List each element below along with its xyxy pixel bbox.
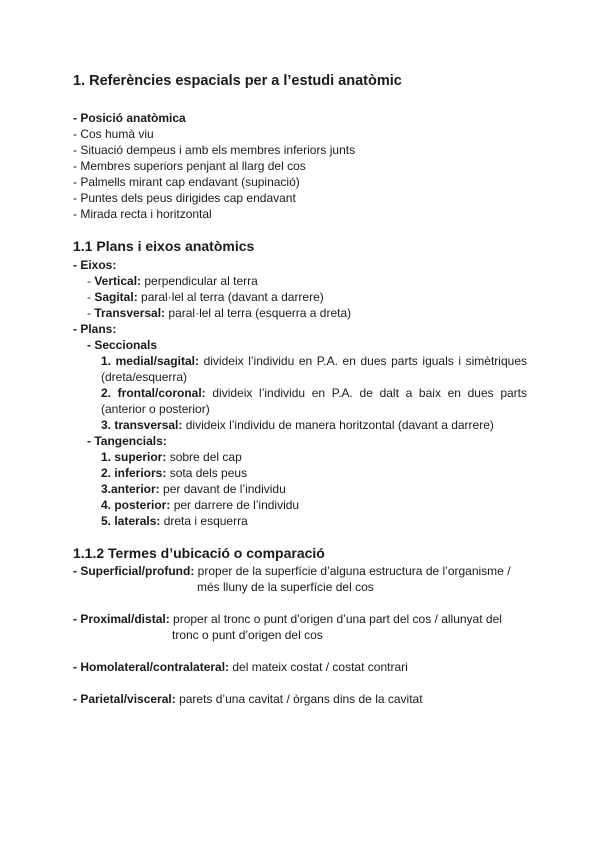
seccional-medial-cont: (dreta/esquerra): [101, 370, 188, 384]
eixos-label: - Eixos:: [73, 258, 117, 272]
eix-text: paral·lel al terra (esquerra a dreta): [165, 306, 352, 320]
term-label: - Proximal/distal:: [73, 612, 170, 626]
tangencial-item: [101, 449, 242, 465]
section-1-1-2-title: 1.1.2 Termes d’ubicació o comparació: [73, 545, 325, 561]
seccional-frontal-label: 2. frontal/coronal:: [101, 386, 206, 400]
posicio-anatomica-label: - Posició anatòmica: [73, 111, 186, 125]
tangencial-text: sota dels peus: [166, 466, 248, 480]
term-text-cont: més lluny de la superfície del cos: [197, 580, 374, 594]
seccional-transversal-text: divideix l’individu de manera horitzontal (davant a darrere): [182, 418, 494, 432]
term-label: - Homolateral/contralateral:: [73, 660, 230, 674]
list-item: - Cos humà viu: [73, 127, 154, 141]
seccional-frontal: [101, 385, 527, 401]
seccional-medial-label: 1. medial/sagital:: [101, 354, 199, 368]
term-label: - Superficial/profund:: [73, 564, 195, 578]
tangencial-label: 2. inferiors:: [101, 466, 167, 480]
seccional-frontal-cont: (anterior o posterior): [101, 402, 210, 416]
list-item: - Mirada recta i horitzontal: [73, 207, 212, 221]
tangencial-label: 1. superior:: [101, 450, 167, 464]
term-text: proper de la superfície d’alguna estructura de l’organisme /: [194, 564, 511, 578]
eix-text: paral·lel al terra (davant a darrere): [137, 290, 324, 304]
seccional-transversal-label: 3. transversal:: [101, 418, 183, 432]
tangencial-label: 4. posterior:: [101, 498, 171, 512]
term-item: [73, 611, 502, 627]
tangencial-text: per darrere de l’individu: [170, 498, 300, 512]
eix-label: Sagital:: [94, 290, 138, 304]
seccionals-label: - Seccionals: [87, 338, 158, 352]
list-item: - Palmells mirant cap endavant (supinació): [73, 175, 300, 189]
term-item: [73, 563, 511, 579]
seccional-medial: [101, 353, 527, 369]
seccional-frontal-text: divideix l’individu en P.A. de dalt a baix en dues parts: [212, 386, 527, 400]
list-item: - Membres superiors penjant al llarg del cos: [73, 159, 306, 173]
term-text: proper al tronc o punt d’origen d’una part del cos / allunyat del: [169, 612, 502, 626]
term-text: del mateix costat / costat contrari: [229, 660, 408, 674]
tangencial-label: 5. laterals:: [101, 514, 161, 528]
eix-dash: -: [87, 290, 95, 304]
eix-label: Transversal:: [94, 306, 166, 320]
list-item: - Situació dempeus i amb els membres inferiors junts: [73, 143, 356, 157]
eix-item: [87, 305, 351, 321]
list-item: - Puntes dels peus dirigides cap endavant: [73, 191, 296, 205]
eix-dash: -: [87, 306, 95, 320]
term-item: [73, 659, 408, 675]
tangencial-item: [101, 513, 248, 529]
term-text-cont: tronc o punt d’origen del cos: [172, 628, 323, 642]
eix-dash: -: [87, 274, 95, 288]
seccional-medial-text: divideix l’individu en P.A. en dues parts iguals i simètriques: [203, 354, 527, 368]
tangencial-text: sobre del cap: [166, 450, 242, 464]
tangencial-item: [101, 465, 247, 481]
section-1-1-title: 1.1 Plans i eixos anatòmics: [73, 238, 255, 254]
eix-item: [87, 289, 324, 305]
tangencial-item: [101, 481, 286, 497]
tangencial-item: [101, 497, 299, 513]
tangencials-label: - Tangencials:: [87, 434, 167, 448]
tangencial-text: dreta i esquerra: [160, 514, 248, 528]
seccional-transversal: [101, 417, 494, 433]
plans-label: - Plans:: [73, 322, 117, 336]
term-item: [73, 691, 423, 707]
section-1-title: 1. Referències espacials per a l’estudi anatòmic: [73, 73, 402, 89]
eix-text: perpendicular al terra: [141, 274, 258, 288]
term-label: - Parietal/visceral:: [73, 692, 176, 706]
tangencial-text: per davant de l’individu: [159, 482, 286, 496]
eix-item: [87, 273, 258, 289]
tangencial-label: 3.anterior:: [101, 482, 160, 496]
term-text: parets d’una cavitat / òrgans dins de la cavitat: [175, 692, 423, 706]
eix-label: Vertical:: [94, 274, 142, 288]
